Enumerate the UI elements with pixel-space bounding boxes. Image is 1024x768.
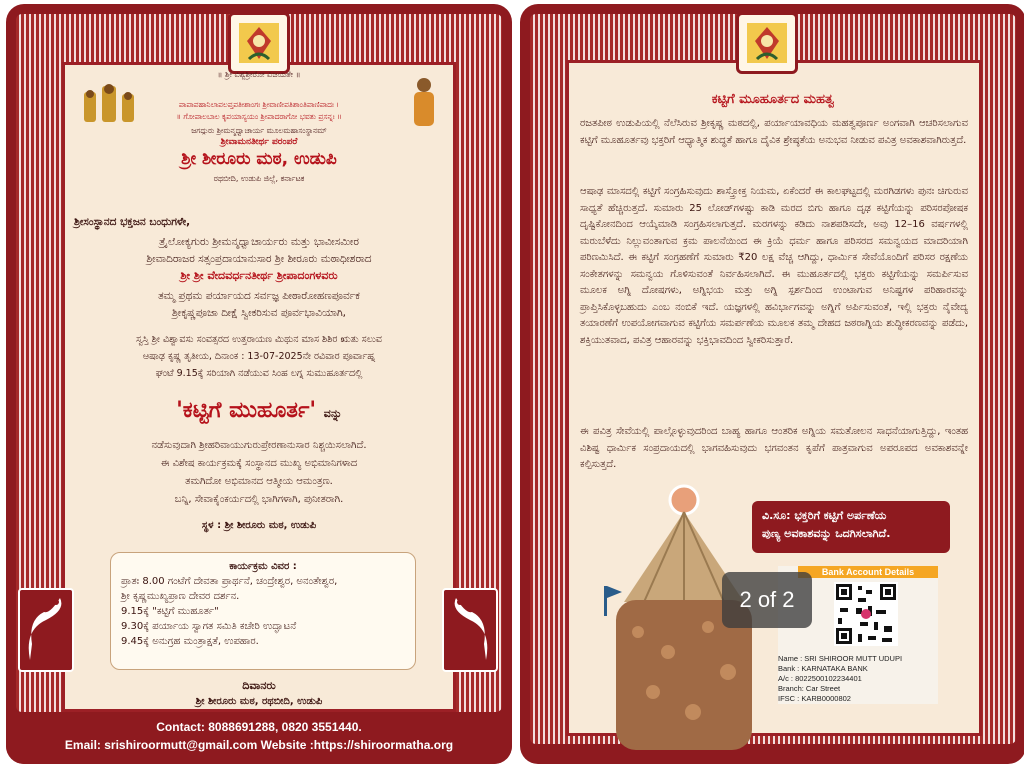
temple-emblem-icon <box>228 12 290 74</box>
para-line: ಶ್ರೀವಾದಿರಾಜರ ಸತ್ಸಂಪ್ರದಾಯಾನುಸಾರ ಶ್ರೀ ಶೀರೂರು ಮಠಾಧೀಶರಾದ <box>146 253 372 265</box>
date-line: ಘಂಟೆ 9.15ಕ್ಕೆ ಸರಿಯಾಗಿ ನಡೆಯುವ ಸಿಂಹ ಲಗ್ನ ಸುಮುಹೂರ್ತದಲ್ಲಿ <box>155 368 363 379</box>
bank-line: A/c : 8022500102234401 <box>778 674 862 683</box>
devotee-notice <box>752 501 950 553</box>
contact-footer <box>6 712 512 764</box>
event-title-text: 'ಕಟ್ಟಿಗೆ ಮುಹೂರ್ತ' <box>176 398 317 423</box>
programme-item: 9.15ಕ್ಕೆ "ಕಟ್ಟಿಗೆ ಮುಹೂರ್ತ" <box>121 606 219 617</box>
notice-line: ವಿ.ಸೂ: ಭಕ್ತರಿಗೆ ಕಟ್ಟಿಗೆ ಅರ್ಪಣೆಯ <box>762 509 887 522</box>
qr-code-icon <box>834 582 898 646</box>
paragraph-3: ಈ ಪವಿತ್ರ ಸೇವೆಯಲ್ಲಿ ಪಾಲ್ಗೊಳ್ಳುವುದರಿಂದ ಬಾಹ್ಯ ಹಾಗೂ ಆಂತರಿಕ ಅಗ್ನಿಯ ಸಮತೋಲನ ಸಾಧನೆಯಾಗುತ್ತಿದ್ದು, ಇಂತಹ ವಿಶಿಷ್ಟ ಧಾರ್ಮಿಕ ಸಂಪ್ರದಾಯದಲ್ಲಿ ಭಾಗವಹಿಸುವುದು ಭಗವಂತನ ಕೃಪೆಗೆ ಪಾತ್ರವಾಗುವ ಅಪರೂಪದ ಅವಕಾಶವನ್ನೇ ಕಲ್ಪಿಸುತ್ತದೆ. <box>580 426 968 470</box>
swamiji-name: ಶ್ರೀ ಶ್ರೀ ವೇದವರ್ಧನತೀರ್ಥ ಶ್ರೀಪಾದಂಗಳವರು <box>180 269 338 282</box>
parampara: ಶ್ರೀವಾಮನತೀರ್ಥ ಪರಂಪರೆ <box>220 137 298 147</box>
peacock-ornament-icon <box>442 588 498 672</box>
programme-title: ಕಾರ್ಯಕ್ರಮ ವಿವರ : <box>229 561 297 572</box>
contact-email-website: Email: srishiroormutt@gmail.com Website :https://shiroormatha.org <box>64 738 454 752</box>
paragraph-2: ಆಷಾಢ ಮಾಸದಲ್ಲಿ ಕಟ್ಟಿಗೆ ಸಂಗ್ರಹಿಸುವುದು ಶಾಸ್ತ್ರೋಕ್ತ ನಿಯಮ, ಏಕೆಂದರೆ ಈ ಕಾಲಘಟ್ಟದಲ್ಲಿ ಮರಗಿಡಗಳು ಪುನಃ ಚಿಗುರುವ ಸಾಧ್ಯತೆ ಹೆಚ್ಚಿರುತ್ತದೆ. ಸುಮಾರು 25 ಲೋಡ್‌ಗಳಷ್ಟು ಕಾಡಿ ಮರದ ಬಿಗು ಹಾಗೂ ದೃಢ ಕಟ್ಟಿಗೆಯನ್ನು ಪರಿಸರಪೋಷಕ ದೃಷ್ಟಿಕೋನದಿಂದ ಆಯ್ಕೆಮಾಡಿ ಸಂಗ್ರಹಿಸಲಾಗುತ್ತದೆ. ಮರಗಳನ್ನು ಕಡಿದು ನಾಶಪಡಿಸದೇ, ಅವು 12–16 ವರ್ಷಗಳಲ್ಲಿ ಮರುಬೆಳೆದು ನಿಲ್ಲುವಂತಾಗುವ ಕ್ರಮ ಪಾಲನೆಯಿಂದ ಈ ಕ್ರಿಯೆ ಧರ್ಮ ಹಾಗೂ ಪರಿಸರದ ಸಮನ್ವಯದ ಮಾದರಿಯಾಗಿ ಪರಿಣಮಿಸಿದೆ. ಈ ಕಟ್ಟಿಗೆ ಸಂಗ್ರಹಣೆಗೆ ಸುಮಾರು ₹20 ಲಕ್ಷ ವೆಚ್ಚ ಆಗಿದ್ದು, ಧಾರ್ಮಿಕ ಸೇವೆಯೊಂದಿಗೆ ಪರಿಸರ ರಕ್ಷಣೆಯ ಸಂಕೇತಗಳನ್ನು ಸಮನ್ವಯ ಗೊಳಿಸುವಂತೆ ನಿರ್ವಹಿಸಲಾಗಿದೆ. ಈ ಮುಹೂರ್ತದಲ್ಲಿ ಭಕ್ತರು ಕಟ್ಟಿಗೆಯನ್ನು ಸಮರ್ಪಿಸುವ ಮೂಲಕ ಅಗ್ನಿ ದೋಷಗಳು, ಅಗ್ನಿಭಯ ಮತ್ತು ಅಗ್ನಿ ಸ್ಪರ್ಶದಿಂದ ಉಂಟಾಗುವ ಅನಿಷ್ಟಗಳ ಪರಿಹಾರವನ್ನು ಪ್ರಾಪ್ತಿಸಿಕೊಳ್ಳಬಹುದು ಎಂಬ ನಂಬಿಕೆ ಇದೆ. ಯಜ್ಞಗಳಲ್ಲಿ ಹವಿರ್ಭಾಗವನ್ನು ಅಗ್ನಿಗೆ ಅರ್ಪಿಸುವಂತೆ, ಇಲ್ಲಿ ಭಕ್ತರು ನೈವೇದ್ಯ ತಯಾರಣೆಗೆ ಉಪಯೋಗವಾಗುವ ಕಟ್ಟಿಗೆಯ ಸಮರ್ಪಣೆಯ ಮೂಲಕ ತಮ್ಮ ದೇಹದ ಜಠರಾಗ್ನಿಯ ಶುದ್ಧೀಕರಣವನ್ನು ಪಡೆದು, ಶಕ್ತಿಯುತವಾದ, ಪವಿತ್ರ ಆಹಾರವನ್ನು ಭಕ್ತಿಭಾವದಿಂದ ಸ್ವೀಕರಿಸುತ್ತಾರೆ. <box>580 186 968 346</box>
paragraph-1: ರಜತಪೀಠ ಉಡುಪಿಯಲ್ಲಿ ನೆಲೆಸಿರುವ ಶ್ರೀಕೃಷ್ಣ ಮಠದಲ್ಲಿ, ಪರ್ಯಾಯಾವಧಿಯ ಮಹತ್ವಪೂರ್ಣ ಅಂಗವಾಗಿ ಆಚರಿಸಲಾಗುವ ಕಟ್ಟಿಗೆ ಮೂಹೂರ್ತವು ಭಕ್ತರಿಗೆ ಆಧ್ಯಾತ್ಮಿಕ ಶುದ್ಧತೆ ಹಾಗೂ ದೈವಿಕ ಶ್ರೇಷ್ಠತೆಯ ಅನುಭವ ನೀಡುವ ಪವಿತ್ರ ಅವಕಾಶವಾಗಿರುತ್ತದೆ. <box>580 118 968 146</box>
bank-line: Name : SRI SHIROOR MUTT UDUPI <box>778 654 903 663</box>
invitation-card <box>6 4 512 764</box>
after-line: ನಡೆಸುವುದಾಗಿ ಶ್ರೀಹರಿವಾಯುಗುರುಪ್ರೇರಣಾನುಸಾರ ನಿಶ್ಚಯಿಸಲಾಗಿದೆ. <box>151 440 367 451</box>
para-line: ಶ್ರೀಕೃಷ್ಣಪೂಜಾ ದೀಕ್ಷೆ ಸ್ವೀಕರಿಸುವ ಪೂರ್ವಭಾವಿಯಾಗಿ, <box>171 307 347 319</box>
after-line: ಈ ವಿಶೇಷ ಕಾರ್ಯಕ್ರಮಕ್ಕೆ ಸಂಸ್ಥಾನದ ಮುಖ್ಯ ಅಭಿಮಾನಿಗಳಾದ <box>160 458 358 469</box>
peacock-ornament-icon <box>18 588 74 672</box>
bank-title: Bank Account Details <box>798 566 938 578</box>
after-line: ಬನ್ನಿ, ಸೇವಾಕೈಂಕರ್ಯದಲ್ಲಿ ಭಾಗಿಗಳಾಗಿ, ಪುನೀತರಾಗಿ. <box>174 494 344 505</box>
venue: ಸ್ಥಳ : ಶ್ರೀ ಶೀರೂರು ಮಠ, ಉಡುಪಿ <box>201 520 317 531</box>
programme-item: ಪ್ರಾತಃ 8.00 ಗಂಟೆಗೆ ದೇವತಾ ಪ್ರಾರ್ಥನೆ, ಚಂದ್ರೇಶ್ವರ, ಅನಂತೇಶ್ವರ, <box>121 576 338 587</box>
event-title <box>6 398 512 423</box>
salutation: ಶ್ರೀಸಂಸ್ಥಾನದ ಭಕ್ತಜನ ಬಂಧುಗಳೇ, <box>74 216 191 228</box>
bank-line: Bank : KARNATAKA BANK <box>778 664 868 673</box>
date-line: ಆಷಾಢ ಕೃಷ್ಣ ತೃತೀಯ, ದಿನಾಂಕ : 13-07-2025ನೇ ರವಿವಾರ ಪೂರ್ವಾಹ್ನ <box>142 351 376 362</box>
date-line: ಸ್ವಸ್ತಿ ಶ್ರೀ ವಿಶ್ವಾವಸು ಸಂವತ್ಸರದ ಉತ್ತರಾಯಣ ಮಿಥುನ ಮಾಸ ಶಿಶಿರ ಋತು ಸಲುವ <box>136 334 382 345</box>
shloka-line-1: ಪಾಪಾಪಹಾನಿಲಾಪಲಪ್ತಪತೀಶಾಂಗಃ ಶ್ರೀವಾಣೀಪತಿಶಾಂತಿಪಾಣಿಪಾದಃ । <box>178 100 340 109</box>
programme-item: 9.45ಕ್ಕೆ ಅನುಗ್ರಹ ಮಂತ್ರಾಕ್ಷತೆ, ಉಪಹಾರ. <box>121 636 259 647</box>
signatory-place: ಶ್ರೀ ಶೀರೂರು ಮಠ, ರಥಬೀದಿ, ಉಡುಪಿ <box>195 696 323 707</box>
top-blessing: ॥ ಶ್ರೀ ವಿಶ್ವಶ್ರೀರೋ ವಿಜಯತೇ ॥ <box>217 70 301 79</box>
significance-heading: ಕಟ್ಟಿಗೆ ಮೂಹೂರ್ತದ ಮಹತ್ವ <box>711 92 835 107</box>
bank-line: IFSC : KARB0000802 <box>778 694 851 703</box>
para-line: ತಮ್ಮ ಪ್ರಥಮ ಪರ್ಯಾಯದ ಸರ್ವಜ್ಞ ಪೀಠಾರೋಹಣಪೂರ್ವಕ <box>158 290 360 302</box>
address: ರಥಬೀದಿ, ಉಡುಪಿ ಜಿಲ್ಲೆ, ಕರ್ನಾಟಕ <box>213 174 305 183</box>
significance-card <box>520 4 1024 764</box>
shloka-line-2: ॥ ಗೋಪಾಲಬಾಲ ಕೃಪಯಾಸ್ಯಯಂ ಶ್ರೀಪಾದರಾಗೋ ಭವತು ಪ್ರಸನ್ನಃ ॥ <box>176 112 342 121</box>
event-title-suffix: ವನ್ನು <box>323 407 342 420</box>
page-indicator[interactable]: 2 of 2 <box>722 572 812 628</box>
programme-item: ಶ್ರೀ ಕೃಷ್ಣಮುಖ್ಯಪ್ರಾಣ ದೇವರ ದರ್ಶನ. <box>121 591 240 602</box>
para-line: ತ್ರೈಲೋಕ್ಯಗುರು ಶ್ರೀಮನ್ಮಧ್ವಾಚಾರ್ಯರು ಮತ್ತು ಭಾವೀಸಮೀರ <box>159 236 359 248</box>
notice-line: ಪುಣ್ಯ ಅವಕಾಶವನ್ನು ಒದಗಿಸಲಾಗಿದೆ. <box>762 527 891 540</box>
programme-box <box>110 552 416 670</box>
math-name: ಶ್ರೀ ಶೀರೂರು ಮಠ, ಉಡುಪಿ <box>181 149 337 169</box>
contact-phones: Contact: 8088691288, 0820 3551440. <box>156 720 362 734</box>
after-line: ತಮಗಿದೋ ಅಭಿಮಾನದ ಆತ್ಮೀಯ ಆಮಂತ್ರಣ. <box>185 476 333 487</box>
bank-line: Branch: Car Street <box>778 684 841 693</box>
guru-line: ಜಗದ್ಗುರು ಶ್ರೀಮನ್ಮಧ್ವಾಚಾರ್ಯ ಮೂಲಮಹಾಸಂಸ್ಥಾನಮ್ <box>191 126 327 135</box>
programme-item: 9.30ಕ್ಕೆ ಪರ್ಯಾಯ ಸ್ವಾಗತ ಸಮಿತಿ ಕಚೇರಿ ಉದ್ಘಾಟನೆ <box>121 621 297 632</box>
signatory: ದಿವಾನರು <box>242 679 276 692</box>
